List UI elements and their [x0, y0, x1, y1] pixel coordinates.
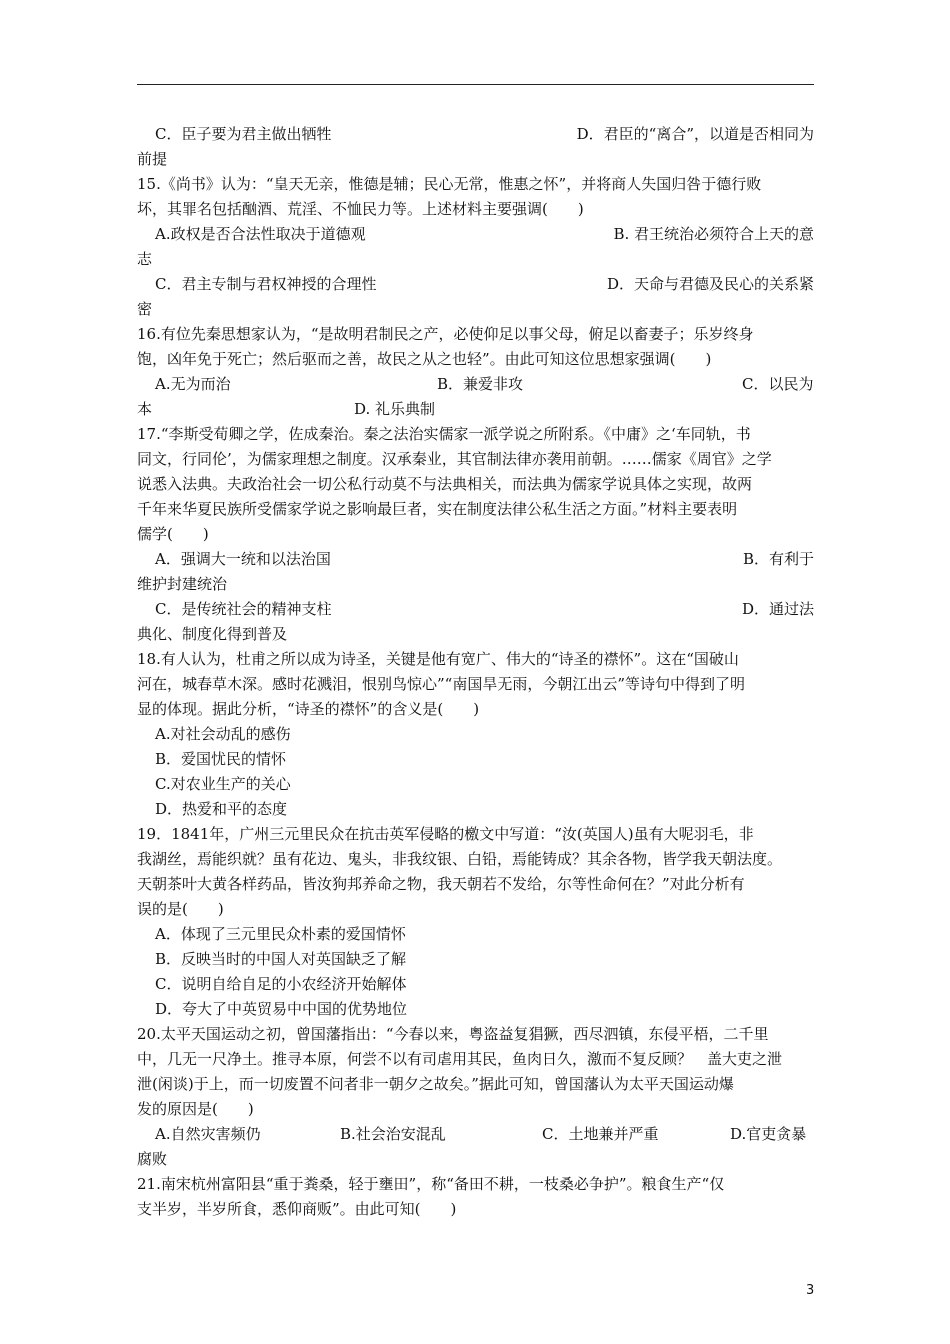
- q16-stem-line: 16.有位先秦思想家认为，“是故明君制民之产，必使仰足以事父母，俯足以畜妻子；乐岁终身: [137, 325, 754, 343]
- q20-stem-line: 中，几无一尺净土。推寻本原，何尝不以有司虐用其民，鱼肉日久，激而不复反顾？ 盖大吏之泄: [137, 1050, 783, 1068]
- q18-option-d: D．热爱和平的态度: [155, 800, 288, 818]
- q21-stem-line: 支半岁，半岁所食，悉仰商贩”。由此可知( ): [137, 1200, 457, 1218]
- q16-options-abc: [137, 372, 814, 397]
- q15-options-ab: [137, 222, 814, 247]
- q20-option-d: D.官吏贪暴: [730, 1125, 807, 1143]
- q18-option-a: A.对社会动乱的感伤: [155, 725, 291, 743]
- q17-stem-line: 儒学( ): [137, 525, 209, 543]
- q19-stem-line: 我湖丝，焉能织就？虽有花边、鬼头，非我纹银、白铅，焉能铸成？其余各物，皆学我天朝法度。: [137, 850, 783, 868]
- q19-stem-line: 19．1841年，广州三元里民众在抗击英军侵略的檄文中写道：“汝(英国人)虽有大呢羽毛，非: [137, 825, 754, 843]
- q17-options-cd: [137, 597, 814, 622]
- q17-option-b: B．有利于: [742, 550, 814, 568]
- q17-options-ab: [137, 547, 814, 572]
- q20-option-d-cont: 腐败: [137, 1150, 168, 1168]
- q15-option-a: A.政权是否合法性取决于道德观: [155, 225, 366, 243]
- q18-stem-line: 18.有人认为，杜甫之所以成为诗圣，关键是他有宽广、伟大的“诗圣的襟怀”。这在“国破山: [137, 650, 739, 668]
- q18-option-b: B．爱国忧民的情怀: [155, 750, 287, 768]
- q17-stem-line: 千年来华夏民族所受儒家学说之影响最巨者，实在制度法律公私生活之方面。”材料主要表明: [137, 500, 738, 518]
- q17-option-b-cont: 维护封建统治: [137, 575, 228, 593]
- q19-stem-line: 天朝茶叶大黄各样药品，皆汝狗邦养命之物，我天朝若不发给，尔等性命何在？”对此分析有: [137, 875, 745, 893]
- q19-option-b: B．反映当时的中国人对英国缺乏了解: [155, 950, 407, 968]
- q20-stem-line: 发的原因是( ): [137, 1100, 254, 1118]
- q15-option-b-cont: 志: [137, 250, 153, 268]
- q17-option-a: A．强调大一统和以法治国: [155, 550, 331, 568]
- q16-option-d: D. 礼乐典制: [354, 400, 436, 418]
- q19-option-c: C．说明自给自足的小农经济开始解体: [155, 975, 407, 993]
- q18-option-c: C.对农业生产的关心: [155, 775, 291, 793]
- q16-option-c-cont: 本: [137, 400, 153, 418]
- q14-option-d: D．君臣的“离合”，以道是否相同为: [576, 125, 814, 143]
- q21-stem-line: 21.南宋杭州富阳县“重于粪桑，轻于壅田”，称“备田不耕，一枝桑必争护”。粮食生产“仅: [137, 1175, 725, 1193]
- q16-option-b: B．兼爱非攻: [437, 375, 524, 393]
- q15-option-c: C．君主专制与君权神授的合理性: [155, 275, 377, 293]
- q16-stem-line: 饱，凶年免于死亡；然后驱而之善，故民之从之也轻”。由此可知这位思想家强调( ): [137, 350, 712, 368]
- q16-option-c-cont-and-d: [137, 397, 814, 422]
- q14-options-cd: [137, 122, 814, 147]
- q14-option-d-cont: 前提: [137, 150, 168, 168]
- q19-option-d: D．夸大了中英贸易中中国的优势地位: [155, 1000, 408, 1018]
- q17-option-d: D．通过法: [741, 600, 814, 618]
- q17-stem-line: 同文，行同伦’，为儒家理想之制度。汉承秦业，其官制法律亦袭用前朝。……儒家《周官》之学: [137, 450, 772, 468]
- q15-option-b: B. 君王统治必须符合上天的意: [613, 225, 814, 243]
- q16-option-c: C．以民为: [742, 375, 814, 393]
- q17-option-d-cont: 典化、制度化得到普及: [137, 625, 288, 643]
- header-rule: [137, 84, 814, 85]
- q15-stem-line: 坏，其罪名包括酗酒、荒淫、不恤民力等。上述材料主要强调( ): [137, 200, 584, 218]
- q20-option-b: B.社会治安混乱: [340, 1125, 446, 1143]
- q17-stem-line: 说悉入法典。夫政治社会一切公私行动莫不与法典相关，而法典为儒家学说具体之实现，故两: [137, 475, 753, 493]
- exam-page: [137, 122, 814, 1222]
- q16-option-a: A.无为而治: [155, 375, 231, 393]
- q20-stem-line: 20.太平天国运动之初，曾国藩指出：“今春以来，粤盗益复猖獗，西尽泗镇，东侵平梧，二千里: [137, 1025, 769, 1043]
- q19-stem-line: 误的是( ): [137, 900, 224, 918]
- q15-options-cd: [137, 272, 814, 297]
- q15-option-d-cont: 密: [137, 300, 153, 318]
- q20-stem-line: 泄(闲谈)于上，而一切废置不问者非一朝夕之故矣。”据此可知，曾国藩认为太平天国运动爆: [137, 1075, 734, 1093]
- q17-stem-line: 17.“李斯受荀卿之学，佐成秦治。秦之法治实儒家一派学说之所附系。《中庸》之‘车同轨，书: [137, 425, 751, 443]
- q19-option-a: A．体现了三元里民众朴素的爱国情怀: [155, 925, 406, 943]
- q18-stem-line: 河在，城春草木深。感时花溅泪，恨别鸟惊心”“南国旱无雨，今朝江出云”等诗句中得到了明: [137, 675, 746, 693]
- q14-option-c: C．臣子要为君主做出牺牲: [155, 125, 332, 143]
- q20-option-a: A.自然灾害频仍: [155, 1125, 261, 1143]
- q17-option-c: C．是传统社会的精神支柱: [155, 600, 332, 618]
- q18-stem-line: 显的体现。据此分析，“诗圣的襟怀”的含义是( ): [137, 700, 480, 718]
- q20-option-c: C．土地兼并严重: [542, 1125, 659, 1143]
- q15-stem-line: 15.《尚书》认为：“皇天无亲，惟德是辅；民心无常，惟惠之怀”，并将商人失国归咎于德行败: [137, 175, 762, 193]
- q20-options: [137, 1122, 814, 1147]
- page-number: 3: [806, 1283, 815, 1298]
- q15-option-d: D．天命与君德及民心的关系紧: [606, 275, 814, 293]
